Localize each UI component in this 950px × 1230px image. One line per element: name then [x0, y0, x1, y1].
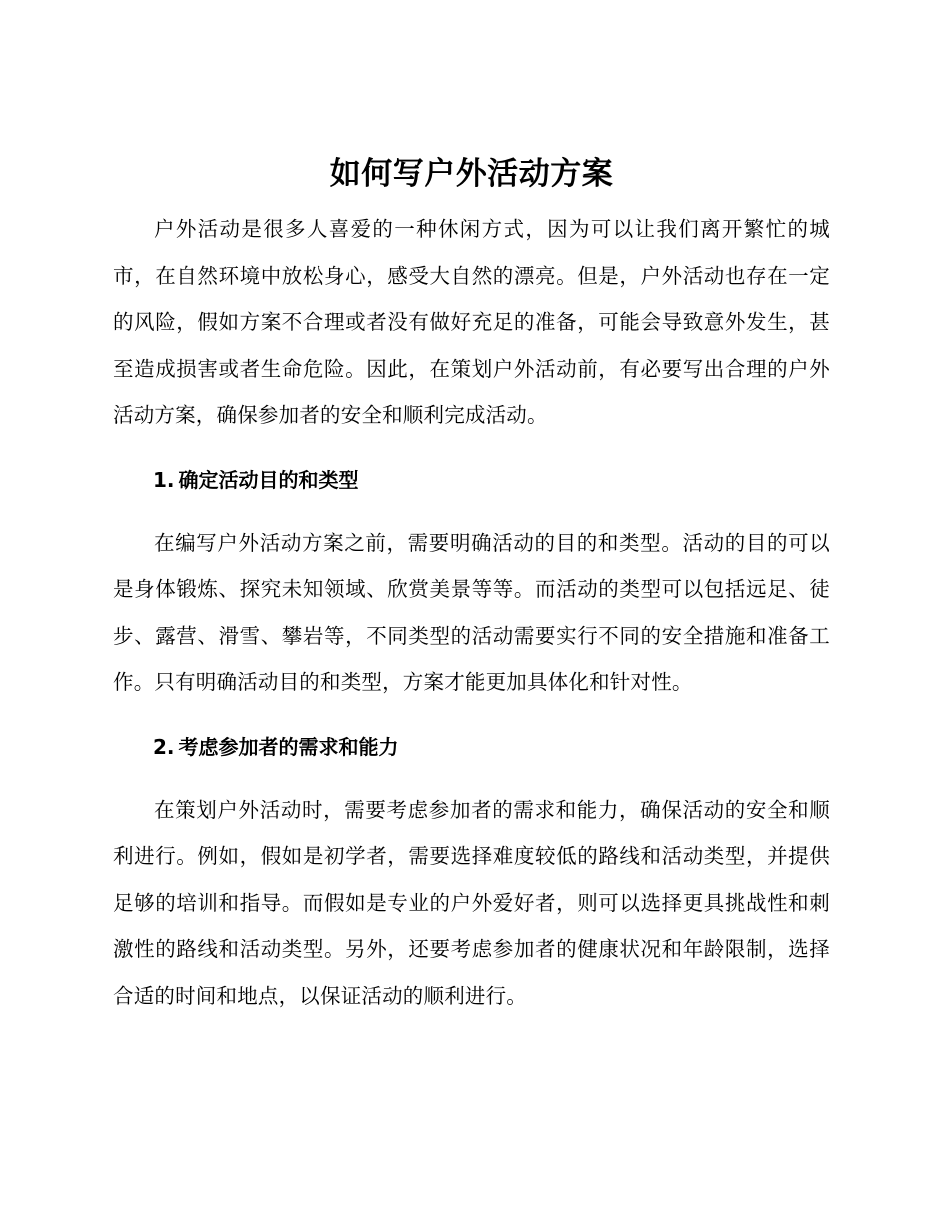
- intro-paragraph: 户外活动是很多人喜爱的一种休闲方式，因为可以让我们离开繁忙的城市，在自然环境中放松身心，感受大自然的漂亮。但是，户外活动也存在一定的风险，假如方案不合理或者没有做好充足的准备，可能会导致意外发生，甚至造成损害或者生命危险。因此，在策划户外活动前，有必要写出合理的户外活动方案，确保参加者的安全和顺利完成活动。: [113, 217, 830, 427]
- section-title-1: 确定活动目的和类型: [178, 467, 359, 492]
- document-title: 如何写户外活动方案: [329, 156, 614, 192]
- section-heading-2: [113, 733, 830, 761]
- section-title-2: 考虑参加者的需求和能力: [178, 734, 399, 759]
- section-number-1: 1.: [153, 467, 175, 492]
- section-heading-1: [113, 466, 830, 494]
- section-body-1: 在编写户外活动方案之前，需要明确活动的目的和类型。活动的目的可以是身体锻炼、探究未知领域、欣赏美景等等。而活动的类型可以包括远足、徒步、露营、滑雪、攀岩等，不同类型的活动需要实行不同的安全措施和准备工作。只有明确活动目的和类型，方案才能更加具体化和针对性。: [113, 530, 830, 694]
- section-body-2: 在策划户外活动时，需要考虑参加者的需求和能力，确保活动的安全和顺利进行。例如，假如是初学者，需要选择难度较低的路线和活动类型，并提供足够的培训和指导。而假如是专业的户外爱好者，则可以选择更具挑战性和刺激性的路线和活动类型。另外，还要考虑参加者的健康状况和年龄限制，选择合适的时间和地点，以保证活动的顺利进行。: [113, 797, 830, 1008]
- section-number-2: 2.: [153, 734, 175, 759]
